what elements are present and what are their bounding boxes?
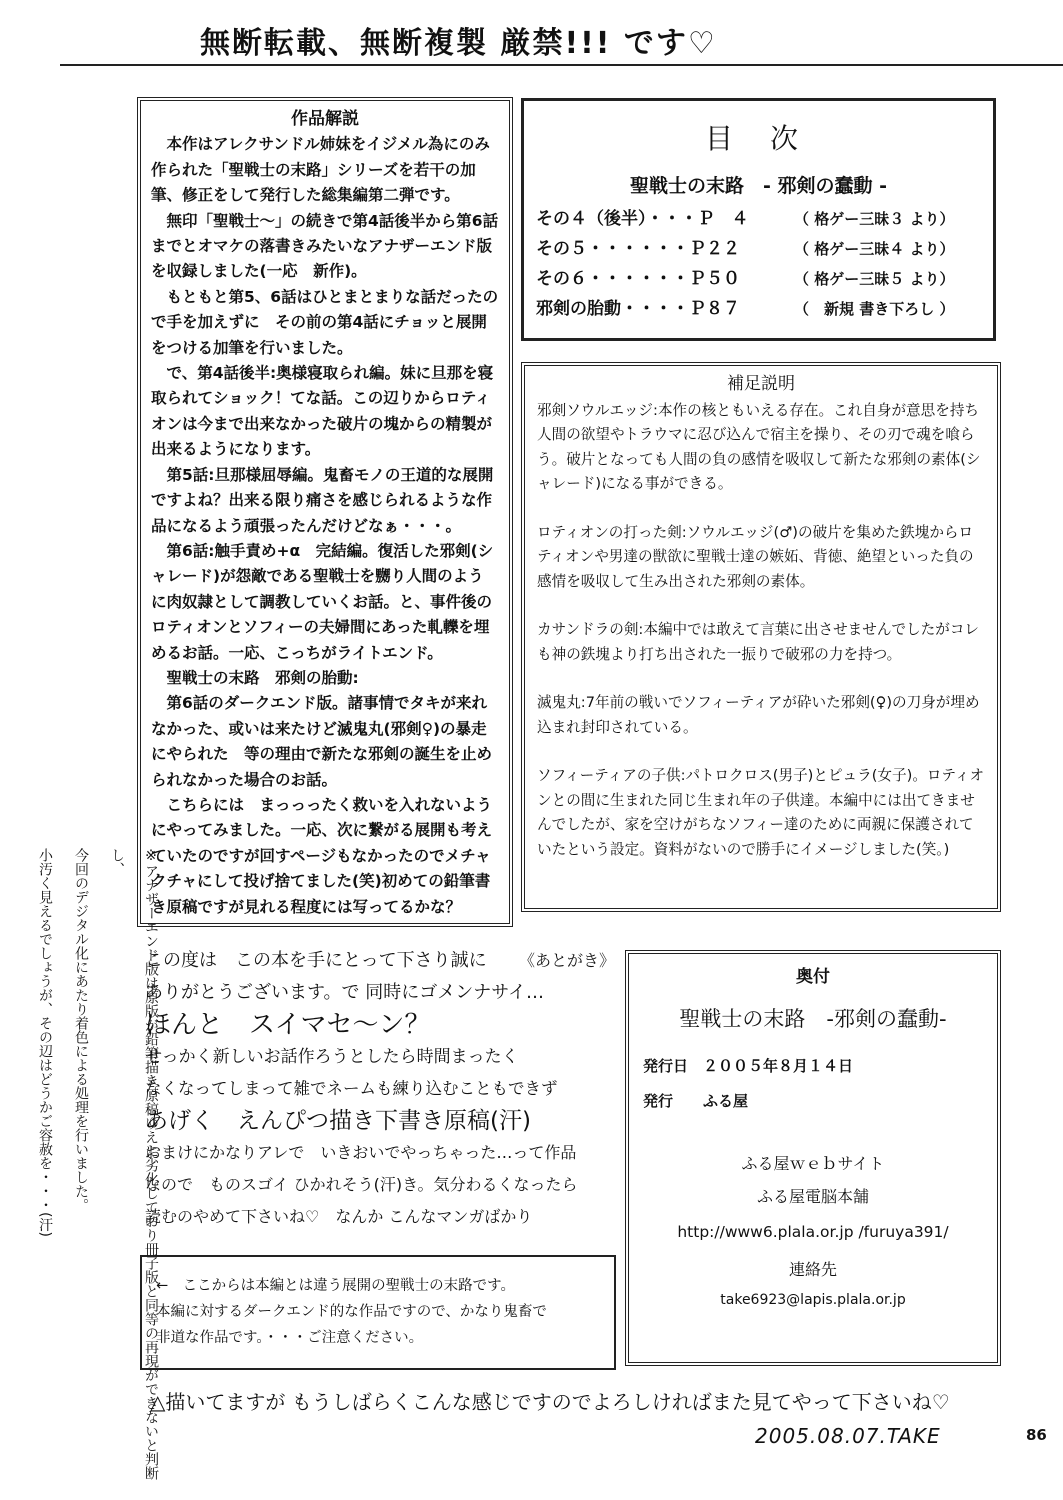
toc-entry: その６・・・・・・Ｐ５０ <box>536 269 740 289</box>
side-note-line: ※アナザーエンド版は原版が鉛筆描き原稿ゆえに劣化しており冊子版と同等の再現ができないと判断し、 <box>109 848 159 1480</box>
afterword-line: おまけにかなりアレで いきおいでやっちゃった…って作品 <box>145 1143 577 1162</box>
afterword-first-row <box>145 945 615 977</box>
afterword-handwritten <box>145 945 615 1233</box>
side-note-line: 小汚く見えるでしょうが、その辺はどうかご容赦を・・・(汗) <box>37 848 53 1237</box>
work-explanation-box <box>137 97 513 927</box>
date-label: 発行日 <box>643 1057 689 1075</box>
toc-source: （ 格ゲー三昧４ より） <box>794 240 955 258</box>
toc-title: 目 次 <box>705 122 812 155</box>
explanation-paragraph: で、第4話後半:奥様寝取られ編。妹に旦那を寝取られてショック！てな話。この辺りからロティオンは今まで出来なかった破片の塊からの精製が出来るようになります。 <box>151 364 494 459</box>
colophon-title: 奥付 <box>796 967 830 987</box>
notes-title: 補足説明 <box>727 374 795 394</box>
note-paragraph: カサンドラの剣:本編中では敢えて言葉に出させませんでしたがコレも神の鉄塊より打ち出された一振りで破邪の力を持つ。 <box>537 621 980 663</box>
dark-end-notice-box <box>140 1255 616 1370</box>
side-note-line: 今回のデジタル化にあたり着色による処理を行いました。 <box>73 848 89 1212</box>
contact-label: 連絡先 <box>788 1260 837 1279</box>
toc-source: （ 格ゲー三昧３ より） <box>794 210 955 228</box>
explanation-paragraph: もともと第5、6話はひとまとまりな話だったので手を加えずに その前の第4話にチョッと展開をつける加筆を行いました。 <box>151 287 499 357</box>
toc-entry: 邪剣の胎動・・・・Ｐ８７ <box>536 299 740 319</box>
afterword-line: なので ものスゴイ ひかれそう(汗)き。気分わるくなったら <box>145 1175 578 1194</box>
header-divider <box>60 64 1063 66</box>
table-of-contents <box>521 98 996 341</box>
note-paragraph: ソフィーティアの子供:パトロクロス(男子)とピュラ(女子)。ロティオンとの間に生まれた同じ生まれ年の子供達。本編中には出てきませんでしたが、家を空けがちなソフィー達のために両親に保護されていたという設定。資料がないので勝手にイメージしました(笑。) <box>537 767 985 858</box>
signature: 2005.08.07.TAKE <box>755 1424 941 1448</box>
toc-row <box>536 294 981 324</box>
explanation-paragraph: 聖戦士の末路 邪剣の胎動: <box>166 668 359 687</box>
notice-line: 非道な作品です。・・・ご注意ください。 <box>156 1330 424 1346</box>
afterword-line: なくなってしまって雑でネームも練り込むこともできず <box>145 1079 558 1098</box>
explanation-paragraph: 第6話:触手責め+α 完結編。復活した邪剣(シャレード)が怨敵である聖戦士を嬲り人間のように肉奴隷として調教していくお話。と、事件後のロティオンとソフィーの夫婦間にあった軋轢を埋めるお話。一応、こっちがライトエンド。 <box>151 541 494 662</box>
note-paragraph: ロティオンの打った剣:ソウルエッジ(♂)の破片を集めた鉄塊からロティオンや男達の獣欲に聖戦士達の嫉妬、背徳、絶望といった負の感情を吸収して生み出された邪剣の素体。 <box>537 523 974 590</box>
toc-row <box>536 204 981 234</box>
supplementary-notes-box <box>521 362 1001 912</box>
afterword-line: 読むのやめて下さいね♡ なんか こんなマンガばかり <box>145 1207 533 1226</box>
afterword-line: あげく えんぴつ描き下書き原稿(汗) <box>145 1108 531 1134</box>
colophon-box <box>625 950 1001 1366</box>
notice-line: ← ここからは本編とは違う展開の聖戦士の末路です。 <box>156 1278 515 1294</box>
note-paragraph: 滅鬼丸:7年前の戦いでソフィーティアが砕いた邪剣(♀)の刀身が埋め込まれ封印されている。 <box>537 694 980 736</box>
explanation-paragraph: 本作はアレクサンドル姉妹をイジメル為にのみ作られた「聖戦士の末路」シリーズを若干の加筆、修正をして発行した総集編第二弾です。 <box>151 135 490 205</box>
copyright-warning: 無断転載、無断複製 厳禁!!! です♡ <box>200 26 717 61</box>
notice-line: 本編に対するダークエンド的な作品ですので、かなり鬼畜で <box>156 1304 547 1320</box>
explanation-paragraph: こちらには まっっったく救いを入れないようにやってみました。一応、次に繋がる展開も考えていたのですが回すページもなかったのでメチャクチャにして投げ捨てました(笑)初めての鉛筆書き原稿ですが見れる程度には写ってるかな？ <box>151 795 493 916</box>
toc-row <box>536 264 981 294</box>
toc-source: （ 新規 書き下ろし ） <box>794 300 955 318</box>
afterword-line: ありがとうございます。で 同時にゴメンナサイ… <box>145 982 545 1003</box>
afterword-tag: 《あとがき》 <box>518 951 615 970</box>
explanation-title: 作品解説 <box>291 109 359 129</box>
contact-email[interactable]: take6923@lapis.plala.or.jp <box>720 1292 906 1308</box>
page-number: 86 <box>1026 1426 1047 1444</box>
explanation-paragraph: 無印「聖戦士～」の続きで第4話後半から第6話までとオマケの落書きみたいなアナザーエンド版を収録しました(一応 新作)。 <box>151 211 499 281</box>
note-paragraph: 邪剣ソウルエッジ:本作の核ともいえる存在。これ自身が意思を持ち人間の欲望やトラウマに忍び込んで宿主を操り、その刃で魂を喰らう。破片となっても人間の負の感情を吸収して新たな邪剣の素体(シャレード)になる事ができる。 <box>537 401 981 492</box>
colophon-book-title: 聖戦士の末路 -邪剣の蠢動- <box>679 1007 947 1031</box>
publisher-label: 発行 <box>643 1092 674 1110</box>
toc-entry: その４（後半）・・・Ｐ ４ <box>536 209 749 229</box>
publish-date: ２００５年８月１４日 <box>703 1057 854 1075</box>
toc-subtitle: 聖戦士の末路 - 邪剣の蠢動 - <box>629 175 887 197</box>
toc-source: （ 格ゲー三昧５ より） <box>794 270 955 288</box>
website-url[interactable]: http://www6.plala.or.jp /furuya391/ <box>677 1223 949 1241</box>
explanation-paragraph: 第6話のダークエンド版。諸事情でタキが来れなかった、或いは来たけど滅鬼丸(邪剣♀)の暴走にやられた 等の理由で新たな邪剣の誕生を止められなかった場合のお話。 <box>151 694 493 789</box>
afterword-line: せっかく新しいお話作ろうとしたら時間まったく <box>145 1047 519 1067</box>
explanation-paragraph: 第5話:旦那様屈辱編。鬼畜モノの王道的な展開ですよね？出来る限り痛さを感じられるような作品になるよう頑張ったんだけどなぁ・・・。 <box>151 465 494 535</box>
closing-handwritten-line: △描いてますが もうしばらくこんな感じですのでよろしければまた見てやって下さいね♡ <box>150 1390 950 1414</box>
website-name: ふる屋電脳本舗 <box>756 1187 869 1206</box>
toc-entry: その５・・・・・・Ｐ２２ <box>536 239 740 259</box>
afterword-line: この度は この本を手にとって下さり誠に <box>145 950 487 971</box>
publisher: ふる屋 <box>703 1092 749 1110</box>
toc-row <box>536 234 981 264</box>
website-label: ふる屋ｗｅｂサイト <box>741 1154 885 1173</box>
afterword-line: ほんと スイマセ～ン？ <box>145 1010 431 1040</box>
